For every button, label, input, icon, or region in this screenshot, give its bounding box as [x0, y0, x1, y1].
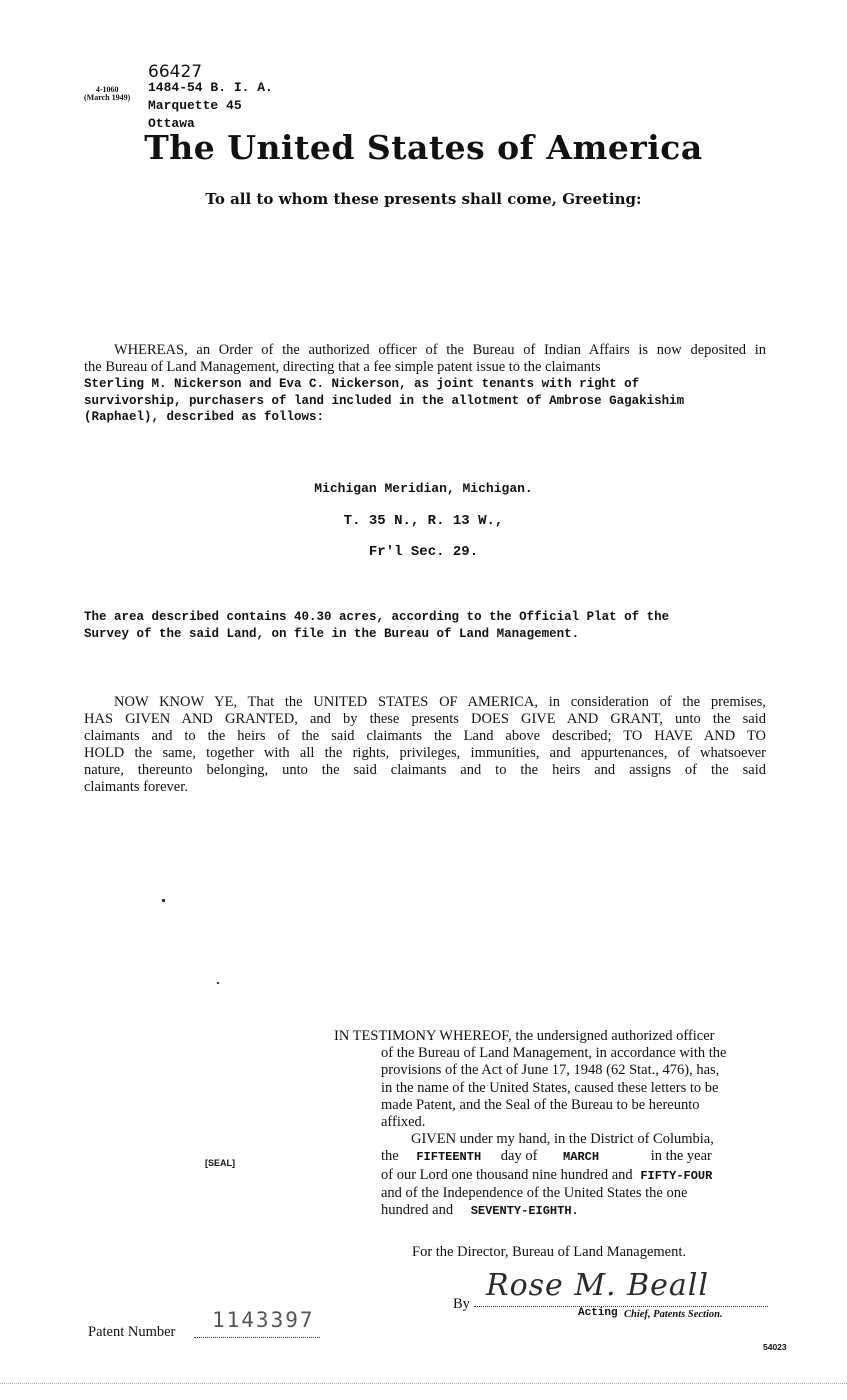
testimony-line: in the name of the United States, caused these letters to be — [381, 1079, 719, 1096]
form-number: 4-1060 — [95, 85, 119, 94]
handwritten-signature: Rose M. Beall — [486, 1268, 709, 1303]
word-the: the — [381, 1148, 399, 1165]
area-statement: The area described contains 40.30 acres, according to the Official Plat of the Survey of the said Land, on file in the Bureau of Land Management. — [84, 610, 670, 641]
word-day-of: day of — [500, 1148, 538, 1165]
testimony-line: of the Bureau of Land Management, in accordance with the — [381, 1045, 727, 1062]
grant-line: nature, thereunto belonging, unto the said claimants and to the heirs and assigns of the said — [84, 762, 766, 778]
form-date: (March 1949) — [84, 93, 131, 102]
testimony-line: provisions of the Act of June 17, 1948 (62 Stat., 476), has, — [381, 1062, 720, 1079]
independence-line — [334, 1202, 770, 1220]
testimony-line: affixed. — [381, 1114, 426, 1131]
handwritten-serial: 66427 — [148, 62, 203, 82]
township-line: T. 35 N., R. 13 W., — [343, 513, 504, 529]
land-office: Marquette 45 — [148, 98, 242, 113]
word-lord: of our Lord one thousand nine hundred and — [381, 1166, 633, 1183]
file-reference: 1484-54 B. I. A. — [148, 80, 273, 95]
for-director-line: For the Director, Bureau of Land Management. — [412, 1244, 687, 1260]
stray-mark — [217, 982, 219, 984]
form-number-block — [84, 86, 130, 102]
whereas-line-2: the Bureau of Land Management, directing that a fee simple patent issue to the claimants — [84, 359, 601, 375]
word-in-the-year: in the year — [650, 1148, 712, 1165]
grant-paragraph — [84, 694, 766, 796]
month-typed: MARCH — [563, 1150, 600, 1165]
grant-line: NOW KNOW YE, That the UNITED STATES OF AMERICA, in consideration of the premises, — [114, 694, 766, 710]
claimants-typed: Sterling M. Nickerson and Eva C. Nickerson, as joint tenants with right of survivorship, purchasers of land included in the allotment of Ambrose Gagakishim (Raphael), described as follows: — [84, 377, 685, 424]
grant-line: HAS GIVEN AND GRANTED, and by these presents DOES GIVE AND GRANT, unto the said — [84, 711, 766, 727]
word-hundred-and: hundred and — [381, 1202, 454, 1219]
document-title: The United States of America — [144, 128, 703, 167]
by-label: By — [453, 1296, 470, 1312]
day-typed: FIFTEENTH — [416, 1150, 482, 1165]
signature-line — [474, 1306, 768, 1307]
section-line: Fr'l Sec. 29. — [368, 544, 479, 560]
whereas-line-1: WHEREAS, an Order of the authorized officer of the Bureau of Indian Affairs is now deposited in — [114, 342, 766, 358]
chief-title: Chief, Patents Section. — [624, 1309, 723, 1320]
year-line — [334, 1167, 770, 1185]
given-date-line — [334, 1148, 770, 1166]
seal-placeholder: [SEAL] — [205, 1158, 235, 1168]
greeting-line: To all to whom these presents shall come, Greeting: — [205, 190, 642, 208]
testimony-line: IN TESTIMONY WHEREOF, the undersigned authorized officer — [334, 1028, 715, 1044]
patent-number-label: Patent Number — [88, 1324, 176, 1340]
meridian-line: Michigan Meridian, Michigan. — [314, 481, 533, 496]
testimony-line: and of the Independence of the United States the one — [381, 1184, 688, 1201]
grant-line: HOLD the same, together with all the rights, privileges, immunities, and appurtenances, of whatsoever — [84, 745, 766, 761]
whereas-paragraph — [84, 342, 766, 426]
grant-line: claimants and to the heirs of the said claimants the Land above described; TO HAVE AND TO — [84, 728, 766, 744]
testimony-line: made Patent, and the Seal of the Bureau to be hereunto — [381, 1096, 700, 1113]
grant-line: claimants forever. — [84, 779, 188, 795]
footer-code: 54023 — [763, 1342, 787, 1352]
acting-label: Acting — [578, 1307, 618, 1319]
agency-name: Ottawa — [148, 116, 195, 131]
year-typed: FIFTY-FOUR — [640, 1168, 713, 1183]
bottom-dotted-edge — [0, 1383, 847, 1384]
testimony-line: GIVEN under my hand, in the District of Columbia, — [411, 1131, 714, 1148]
testimony-block — [334, 1028, 770, 1220]
patent-number-line — [194, 1337, 320, 1338]
stray-mark — [162, 899, 165, 902]
patent-number: 1143397 — [212, 1308, 315, 1332]
independence-typed: SEVENTY-EIGHTH. — [470, 1204, 579, 1219]
